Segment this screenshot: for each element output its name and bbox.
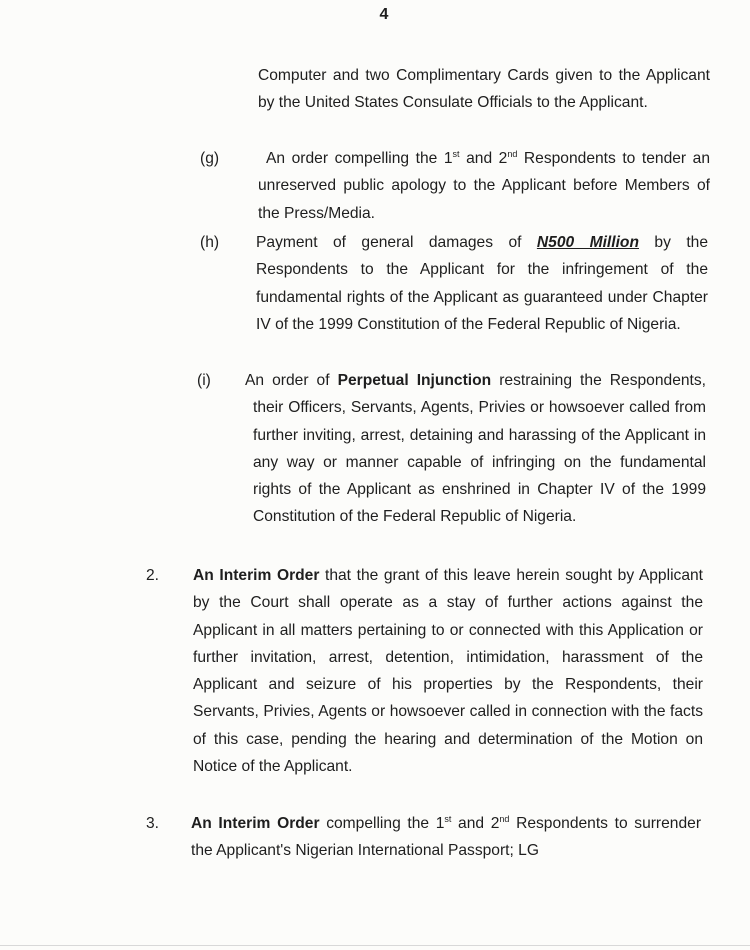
text-run: by the Respondents to the Applicant for the infringement of the fundamental rights of the Applicant as guaranteed under Chapter IV of the 1999 Constitution of the Federal Republic of Nigeria.	[256, 234, 708, 333]
bold-phrase: An Interim Order	[193, 567, 320, 584]
ordinal-suffix: st	[444, 813, 452, 824]
text-run: Respondents to surrender the Applicant's Nigerian International Passport; LG	[191, 815, 702, 860]
text-run: and 2	[451, 815, 500, 832]
page-number: 4	[379, 6, 389, 23]
continuation-paragraph	[258, 62, 710, 117]
item-3-paragraph	[191, 810, 701, 865]
item-g-paragraph	[258, 145, 710, 227]
item-2-paragraph	[193, 562, 703, 780]
item-i-paragraph	[245, 367, 706, 531]
damages-amount: N500 Million	[536, 234, 639, 251]
item-h-paragraph	[256, 229, 708, 338]
text-run: An order compelling the 1	[266, 150, 453, 167]
text-run: that the grant of this leave herein sought by Applicant by the Court shall operate as a stay of further actions against the Applicant in all matters pertaining to or connected with this Application or further invitation, arrest, detention, intimidation, harassment of the Applicant and seizure of his properties by the Respondents, their Servants, Privies, Agents or howsoever called in connection with the facts of this case, pending the hearing and determination of the Motion on Notice of the Applicant.	[193, 567, 704, 776]
bold-phrase: Perpetual Injunction	[337, 372, 492, 389]
text-run: Respondents to tender an unreserved public apology to the Applicant before Members of the Press/Media.	[258, 150, 710, 222]
ordinal-suffix: st	[452, 148, 460, 159]
item-marker-i: (i)	[197, 372, 211, 389]
text-run: and 2	[459, 150, 508, 167]
item-marker-g: (g)	[200, 150, 220, 167]
ordinal-suffix: nd	[499, 813, 510, 824]
item-marker-h: (h)	[200, 234, 220, 251]
item-marker-3: 3.	[146, 815, 160, 832]
text-run: An order of	[245, 372, 338, 389]
text-run: compelling the 1	[319, 815, 445, 832]
text-run: Payment of general damages of	[256, 234, 537, 251]
text-run: restraining the Respondents, their Officers, Servants, Agents, Privies or howsoever called from further inviting, arrest, detaining and harassing of the Applicant in any way or manner capable of infringing on the fundamental rights of the Applicant as enshrined in Chapter IV of the 1999 Constitution of the Federal Republic of Nigeria.	[253, 372, 706, 526]
page-edge-divider	[0, 945, 750, 946]
ordinal-suffix: nd	[507, 148, 518, 159]
bold-phrase: An Interim Order	[191, 815, 320, 832]
text-run: Computer and two Complimentary Cards given to the Applicant by the United States Consulate Officials to the Applicant.	[258, 67, 710, 112]
item-marker-2: 2.	[146, 567, 160, 584]
